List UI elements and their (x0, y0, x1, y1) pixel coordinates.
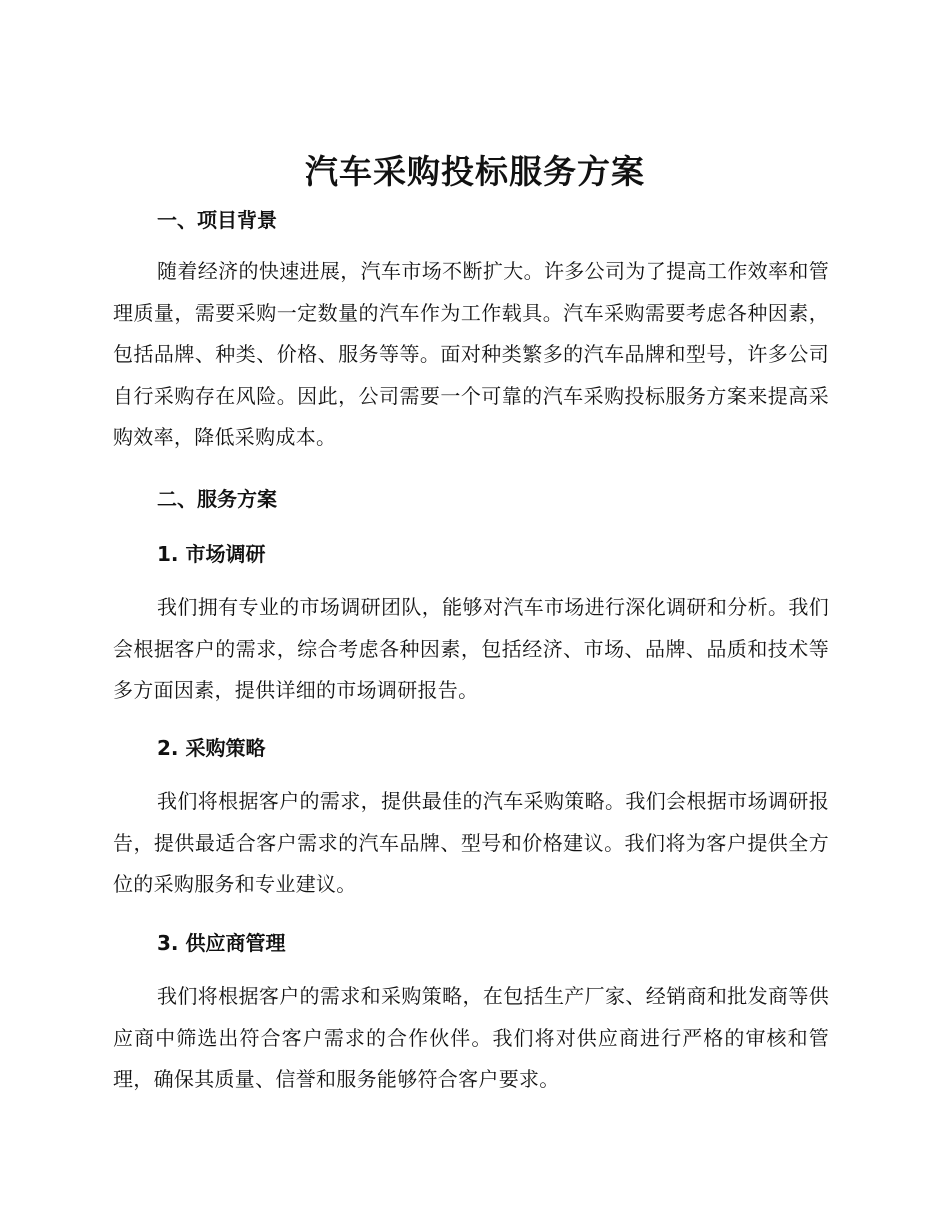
paragraph-project-background: 随着经济的快速进展，汽车市场不断扩大。许多公司为了提高工作效率和管理质量，需要采购一定数量的汽车作为工作载具。汽车采购需要考虑各种因素，包括品牌、种类、价格、服务等等。面对种类繁多的汽车品牌和型号，许多公司自行采购存在风险。因此，公司需要一个可靠的汽车采购投标服务方案来提高采购效率，降低采购成本。 (113, 259, 829, 449)
paragraph-procurement-strategy: 我们将根据客户的需求，提供最佳的汽车采购策略。我们会根据市场调研报告，提供最适合客户需求的汽车品牌、型号和价格建议。我们将为客户提供全方位的采购服务和专业建议。 (113, 789, 829, 896)
section-heading-project-background: 一、项目背景 (157, 208, 277, 232)
subheading-procurement-strategy: 2. 采购策略 (157, 736, 266, 760)
subheading-market-research: 1. 市场调研 (157, 542, 266, 566)
subheading-supplier-management: 3. 供应商管理 (157, 931, 286, 955)
document-title: 汽车采购投标服务方案 (305, 152, 645, 191)
section-heading-service-plan: 二、服务方案 (157, 487, 277, 511)
paragraph-market-research: 我们拥有专业的市场调研团队，能够对汽车市场进行深化调研和分析。我们会根据客户的需求，综合考虑各种因素，包括经济、市场、品牌、品质和技术等多方面因素，提供详细的市场调研报告。 (113, 595, 829, 702)
paragraph-supplier-management: 我们将根据客户的需求和采购策略，在包括生产厂家、经销商和批发商等供应商中筛选出符合客户需求的合作伙伴。我们将对供应商进行严格的审核和管理，确保其质量、信誉和服务能够符合客户要求。 (113, 984, 829, 1091)
